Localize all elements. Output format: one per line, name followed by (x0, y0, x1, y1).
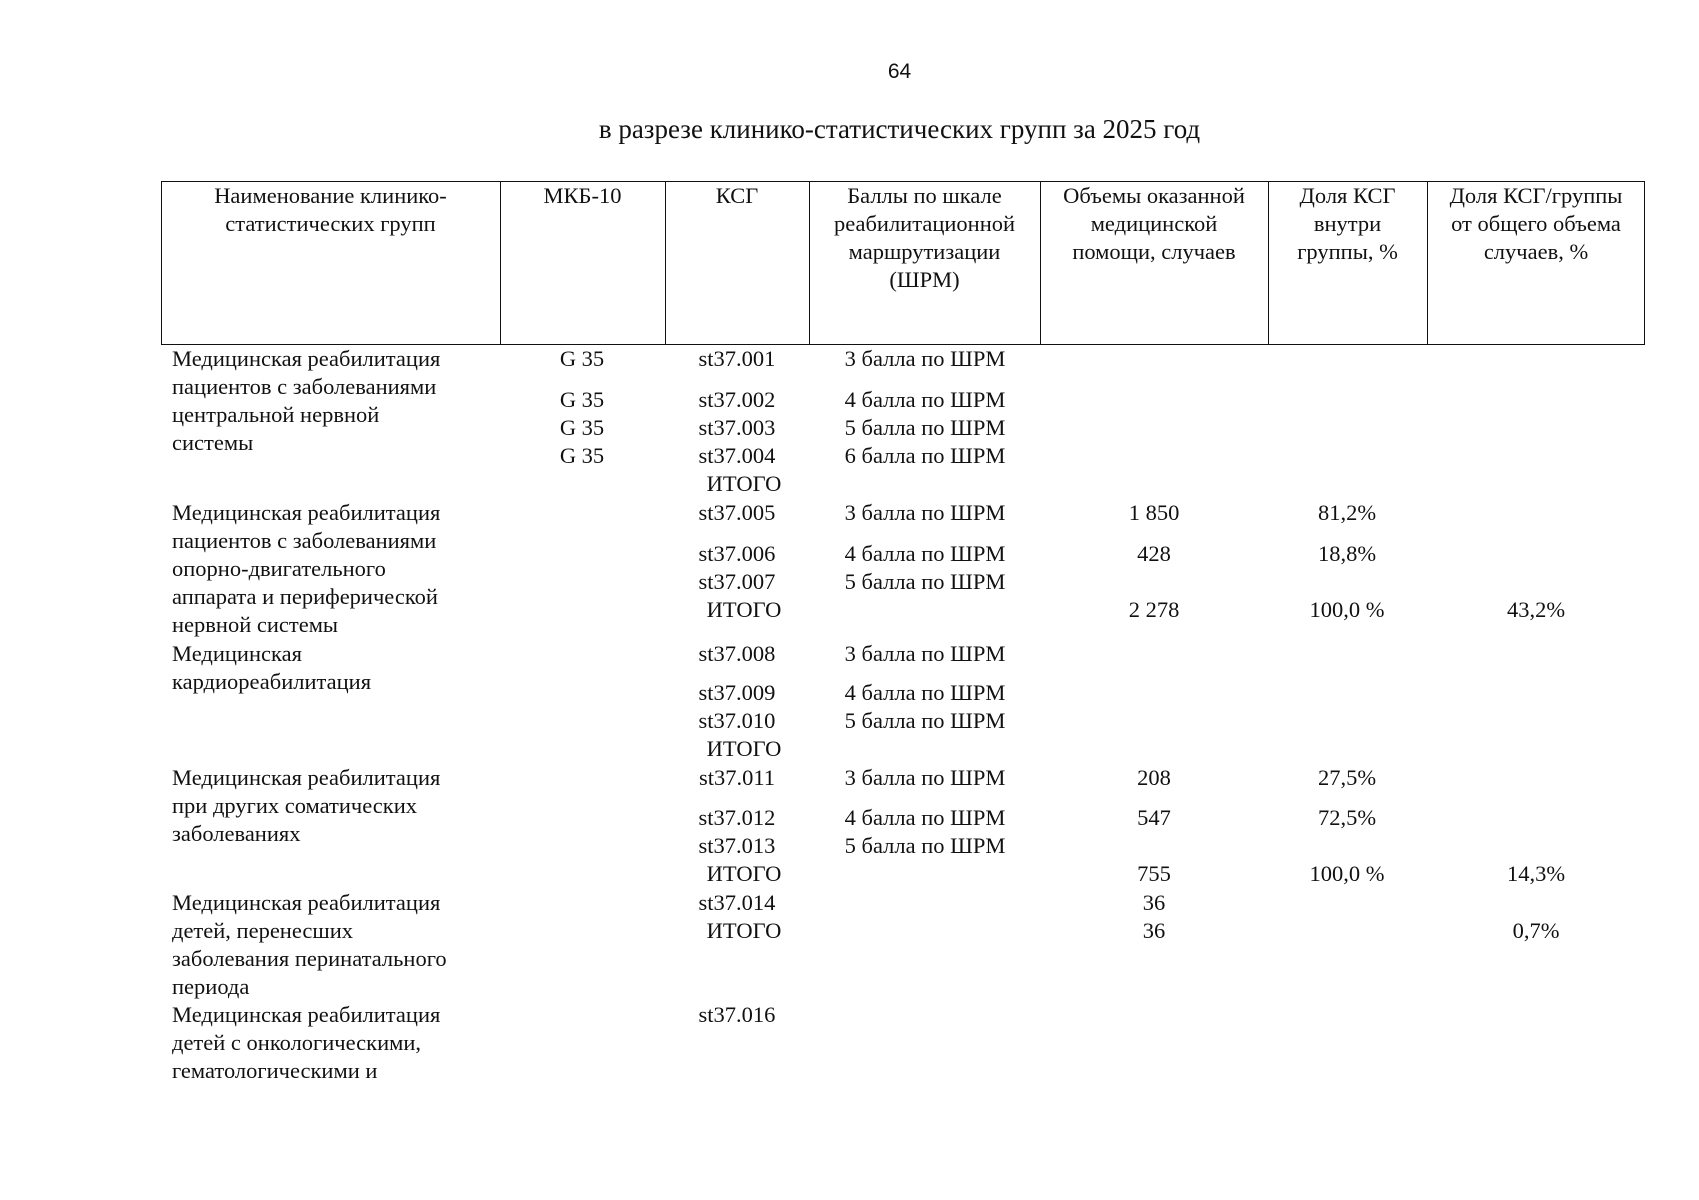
cell-shrm: 4 балла по ШРМ (844, 387, 1006, 412)
group-name-line: аппарата и периферической (172, 584, 438, 609)
cell-shrm: 5 балла по ШРМ (844, 569, 1006, 594)
header-line: маршрутизации (848, 239, 1001, 264)
header-line: реабилитационной (833, 211, 1016, 236)
cell-total-label: ИТОГО (706, 471, 782, 496)
cell-ksg: st37.010 (698, 708, 776, 733)
header-line: медицинской (1090, 211, 1218, 236)
header-line: Наименование клинико- (214, 183, 447, 208)
group-name-line: заболевания перинатального (172, 946, 447, 971)
cell-shrm: 4 балла по ШРМ (844, 680, 1006, 705)
cell-ksg: st37.008 (698, 641, 776, 666)
header-line: (ШРМ) (889, 267, 960, 292)
cell-mkb: G 35 (559, 443, 605, 468)
cell-ksg: st37.014 (698, 890, 776, 915)
cell-shrm: 5 балла по ШРМ (844, 708, 1006, 733)
cell-volume: 36 (1142, 890, 1166, 915)
header-line: статистических групп (225, 211, 436, 236)
group-name-line: опорно-двигательного (172, 556, 386, 581)
cell-shrm: 3 балла по ШРМ (844, 641, 1006, 666)
header-ksg (665, 182, 809, 210)
group-name-line: при других соматических (172, 793, 417, 818)
cell-volume: 208 (1137, 765, 1171, 790)
cell-shrm: 3 балла по ШРМ (844, 765, 1006, 790)
cell-ksg: st37.012 (698, 805, 776, 830)
cell-ksg: st37.013 (698, 833, 776, 858)
header-line: КСГ (715, 183, 759, 208)
cell-ksg: st37.004 (698, 443, 776, 468)
header-line: случаев, % (1483, 239, 1589, 264)
cell-share: 18,8% (1317, 541, 1377, 566)
header-line: помощи, случаев (1072, 239, 1236, 264)
cell-shrm: 5 балла по ШРМ (844, 833, 1006, 858)
cell-share: 72,5% (1317, 805, 1377, 830)
header-line: группы, % (1297, 239, 1398, 264)
cell-share-total: 43,2% (1506, 597, 1566, 622)
cell-volume: 36 (1142, 918, 1166, 943)
cell-total-label: ИТОГО (706, 918, 782, 943)
group-name-line: системы (172, 430, 254, 455)
cell-mkb: G 35 (559, 387, 605, 412)
cell-volume: 428 (1137, 541, 1171, 566)
header-line: Объемы оказанной (1063, 183, 1245, 208)
header-mkb (500, 182, 665, 210)
cell-shrm: 4 балла по ШРМ (844, 541, 1006, 566)
cell-ksg: st37.002 (698, 387, 776, 412)
header-line: Доля КСГ/группы (1449, 183, 1623, 208)
cell-share: 100,0 % (1309, 861, 1385, 886)
cell-share: 100,0 % (1309, 597, 1385, 622)
cell-share-total: 14,3% (1506, 861, 1566, 886)
group-name-line: Медицинская реабилитация (172, 346, 441, 371)
header-volume (1040, 182, 1268, 266)
group-name-line: пациентов с заболеваниями (172, 528, 437, 553)
cell-total-label: ИТОГО (706, 736, 782, 761)
cell-volume: 1 850 (1128, 500, 1180, 525)
header-line: МКБ-10 (543, 183, 622, 208)
cell-share-total: 0,7% (1512, 918, 1560, 943)
cell-share: 27,5% (1317, 765, 1377, 790)
group-name-line: периода (172, 974, 250, 999)
cell-volume: 2 278 (1128, 597, 1180, 622)
cell-shrm: 5 балла по ШРМ (844, 415, 1006, 440)
group-name-line: центральной нервной (172, 402, 380, 427)
group-name-line: гематологическими и (172, 1058, 378, 1083)
header-share-in-group (1268, 182, 1427, 266)
cell-shrm: 3 балла по ШРМ (844, 500, 1006, 525)
cell-ksg: st37.009 (698, 680, 776, 705)
group-name-line: нервной системы (172, 612, 339, 637)
cell-ksg: st37.003 (698, 415, 776, 440)
header-line: от общего объема (1451, 211, 1621, 236)
cell-ksg: st37.001 (698, 346, 776, 371)
header-share-total (1427, 182, 1645, 266)
page-number: 64 (887, 60, 912, 83)
group-name-line: кардиореабилитация (172, 669, 372, 694)
cell-mkb: G 35 (559, 346, 605, 371)
header-line: Баллы по шкале (847, 183, 1002, 208)
group-name-line: Медицинская реабилитация (172, 890, 441, 915)
cell-share: 81,2% (1317, 500, 1377, 525)
cell-ksg: st37.006 (698, 541, 776, 566)
cell-shrm: 4 балла по ШРМ (844, 805, 1006, 830)
cell-shrm: 6 балла по ШРМ (844, 443, 1006, 468)
group-name-line: детей, перенесших (172, 918, 353, 943)
cell-ksg: st37.007 (698, 569, 776, 594)
group-name-line: детей с онкологическими, (172, 1030, 422, 1055)
cell-ksg: st37.011 (698, 765, 776, 790)
group-name-line: Медицинская (172, 641, 302, 666)
cell-ksg: st37.005 (698, 500, 776, 525)
header-line: внутри (1313, 211, 1382, 236)
group-name-line: Медицинская реабилитация (172, 765, 441, 790)
cell-ksg: st37.016 (698, 1002, 776, 1027)
cell-volume: 755 (1137, 861, 1171, 886)
header-line: Доля КСГ (1299, 183, 1396, 208)
header-name (161, 182, 500, 238)
group-name-line: заболеваниях (172, 821, 301, 846)
group-name-line: пациентов с заболеваниями (172, 374, 437, 399)
cell-volume: 547 (1137, 805, 1171, 830)
cell-total-label: ИТОГО (706, 597, 782, 622)
cell-shrm: 3 балла по ШРМ (844, 346, 1006, 371)
group-name-line: Медицинская реабилитация (172, 1002, 441, 1027)
cell-mkb: G 35 (559, 415, 605, 440)
group-name-line: Медицинская реабилитация (172, 500, 441, 525)
cell-total-label: ИТОГО (706, 861, 782, 886)
page-title: в разрезе клинико-статистических групп за 2025 год (598, 114, 1201, 144)
header-shrm (809, 182, 1040, 294)
